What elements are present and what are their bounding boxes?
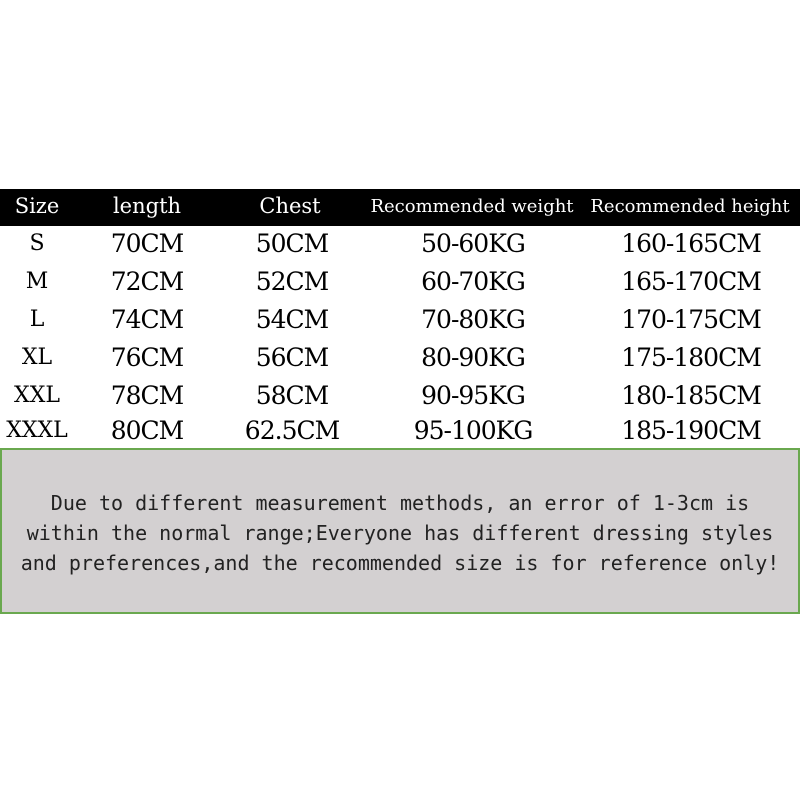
cell-length: 74CM <box>110 305 184 334</box>
cell-height: 160-165CM <box>621 229 761 258</box>
cell-height: 185-190CM <box>621 416 761 445</box>
cell-weight: 70-80KG <box>421 305 525 334</box>
cell-size: L <box>29 307 45 332</box>
cell-height: 165-170CM <box>621 267 761 296</box>
table-row <box>0 378 800 416</box>
cell-weight: 95-100KG <box>413 416 533 445</box>
cell-chest: 54CM <box>255 305 329 334</box>
cell-size: XXXL <box>6 418 68 443</box>
cell-weight: 50-60KG <box>421 229 525 258</box>
header-recommended-weight: Recommended weight <box>370 196 574 217</box>
cell-length: 70CM <box>110 229 184 258</box>
cell-size: XXL <box>14 383 60 408</box>
cell-chest: 58CM <box>255 381 329 410</box>
disclaimer-line: Due to different measurement methods, an error of 1-3cm is <box>50 491 750 515</box>
table-body <box>0 226 800 448</box>
cell-weight: 90-95KG <box>421 381 525 410</box>
disclaimer-text <box>2 488 798 578</box>
disclaimer-line: within the normal range;Everyone has different dressing styles <box>26 521 774 545</box>
header-recommended-height: Recommended height <box>590 196 790 217</box>
cell-height: 170-175CM <box>621 305 761 334</box>
disclaimer-line: and preferences,and the recommended size is for reference only! <box>20 551 780 575</box>
cell-chest: 56CM <box>255 343 329 372</box>
cell-size: M <box>25 269 49 294</box>
table-row <box>0 302 800 340</box>
cell-size: XL <box>21 345 53 370</box>
cell-length: 78CM <box>110 381 184 410</box>
cell-chest: 50CM <box>255 229 329 258</box>
cell-length: 76CM <box>110 343 184 372</box>
header-chest: Chest <box>259 194 321 218</box>
disclaimer-note-box <box>0 448 800 614</box>
header-size: Size <box>14 194 60 218</box>
table-row <box>0 340 800 378</box>
cell-height: 175-180CM <box>621 343 761 372</box>
cell-chest: 62.5CM <box>244 416 340 445</box>
cell-length: 80CM <box>110 416 184 445</box>
table-header-row <box>0 189 800 226</box>
cell-size: S <box>29 231 45 256</box>
cell-height: 180-185CM <box>621 381 761 410</box>
cell-weight: 80-90KG <box>421 343 525 372</box>
table-row <box>0 264 800 302</box>
header-length: length <box>112 194 182 218</box>
table-row <box>0 226 800 264</box>
cell-weight: 60-70KG <box>421 267 525 296</box>
cell-chest: 52CM <box>255 267 329 296</box>
cell-length: 72CM <box>110 267 184 296</box>
table-row <box>0 413 800 451</box>
